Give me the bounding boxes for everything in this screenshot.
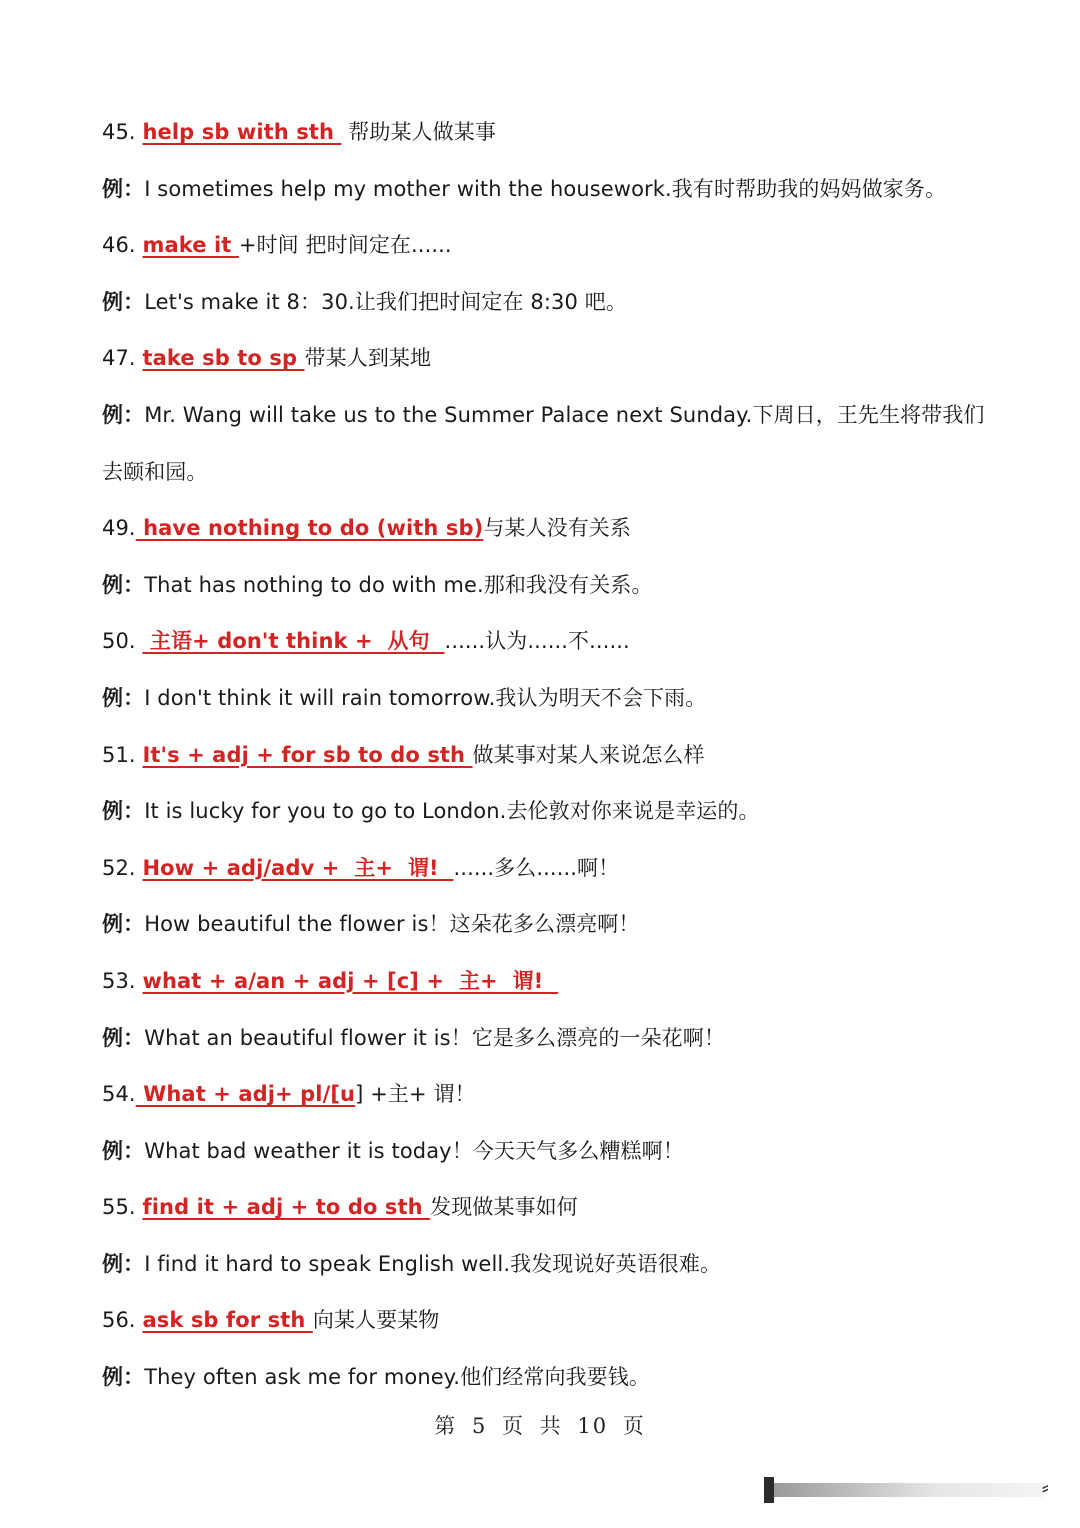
entry-phrase: ask sb for sth	[142, 1308, 313, 1333]
entry-phrase: make it	[142, 233, 239, 258]
example-label: 例：	[102, 402, 145, 427]
entry-meaning: 帮助某人做某事	[341, 120, 496, 144]
entry-number: 46.	[102, 233, 136, 258]
entry-heading	[102, 506, 992, 563]
entry-heading	[102, 110, 992, 167]
entry-example-continued	[102, 450, 992, 507]
example-text: I don't think it will rain tomorrow.我认为明天不会下雨。	[144, 685, 707, 710]
entry-phrase: What + adj+ pl/[u	[135, 1082, 356, 1107]
entry-example	[102, 902, 992, 959]
entry-example	[102, 1242, 992, 1299]
example-text: What an beautiful flower it is！它是多么漂亮的一朵花啊！	[144, 1025, 725, 1050]
entry-heading	[102, 1072, 992, 1129]
entry-meaning: ......多么......啊！	[453, 855, 620, 880]
entry-meaning: ] +主+ 谓！	[355, 1082, 476, 1107]
entry-phrase: How + adj/adv + 主+ 谓!	[142, 855, 454, 880]
entry-meaning: 做某事对某人来说怎么样	[472, 742, 705, 767]
entry-number: 47.	[102, 346, 136, 371]
entry-heading	[102, 959, 992, 1016]
entry-heading	[102, 733, 992, 790]
example-text: I find it hard to speak English well.我发现说好英语很难。	[144, 1251, 722, 1276]
entry-phrase: what + a/an + adj + [c] + 主+ 谓!	[142, 968, 559, 993]
entry-number: 52.	[102, 855, 136, 880]
example-text: That has nothing to do with me.那和我没有关系。	[144, 572, 653, 597]
content-column	[102, 110, 992, 1412]
entry-example	[102, 676, 992, 733]
entry-meaning: 发现做某事如何	[430, 1195, 578, 1220]
entry-heading	[102, 1298, 992, 1355]
example-label: 例：	[102, 1138, 145, 1163]
example-label: 例：	[102, 685, 145, 710]
entry-phrase: It's + adj + for sb to do sth	[142, 742, 473, 767]
bottom-scroll-strip	[760, 1475, 1050, 1505]
example-label: 例：	[102, 289, 145, 314]
entry-number: 49.	[102, 516, 136, 541]
entry-meaning: +时间 把时间定在......	[238, 233, 452, 258]
entry-phrase: find it + adj + to do sth	[142, 1195, 431, 1220]
example-text: What bad weather it is today！今天天气多么糟糕啊！	[144, 1138, 684, 1163]
example-text: I sometimes help my mother with the housework.我有时帮助我的妈妈做家务。	[144, 176, 947, 201]
entry-number: 50.	[102, 629, 136, 654]
page-number-footer: 第 5 页 共 10 页	[434, 1414, 646, 1438]
entry-example	[102, 1016, 992, 1073]
entry-number: 54.	[102, 1082, 136, 1107]
entry-meaning: 向某人要某物	[312, 1308, 440, 1333]
entry-meaning: 带某人到某地	[304, 346, 432, 371]
entry-heading	[102, 619, 992, 676]
example-text: Mr. Wang will take us to the Summer Palace next Sunday.下周日，王先生将带我们	[144, 402, 985, 427]
entry-example	[102, 1129, 992, 1186]
scroll-thumb[interactable]	[764, 1477, 774, 1503]
example-label: 例：	[102, 176, 145, 201]
entry-heading	[102, 223, 992, 280]
entry-example	[102, 789, 992, 846]
example-text: They often ask me for money.他们经常向我要钱。	[144, 1365, 650, 1390]
entry-example	[102, 1355, 992, 1412]
entry-meaning: ......认为......不......	[444, 629, 630, 654]
example-label: 例：	[102, 1025, 145, 1050]
example-text: It is lucky for you to go to London.去伦敦对你来说是幸运的。	[144, 799, 760, 824]
entry-example	[102, 280, 992, 337]
entry-example	[102, 393, 992, 450]
example-text: Let's make it 8：30.让我们把时间定在 8:30 吧。	[144, 289, 627, 314]
example-label: 例：	[102, 799, 145, 824]
entry-heading	[102, 336, 992, 393]
example-label: 例：	[102, 1251, 145, 1276]
entry-heading	[102, 1185, 992, 1242]
example-label: 例：	[102, 1365, 145, 1390]
entry-number: 51.	[102, 742, 136, 767]
entry-number: 56.	[102, 1308, 136, 1333]
entry-number: 55.	[102, 1195, 136, 1220]
entry-number: 45.	[102, 120, 136, 144]
entry-number: 53.	[102, 968, 136, 993]
entry-phrase: have nothing to do (with sb)	[135, 516, 484, 541]
entry-phrase: help sb with sth	[142, 120, 342, 144]
entry-example	[102, 167, 992, 224]
scroll-track	[774, 1483, 1044, 1497]
example-text: How beautiful the flower is！这朵花多么漂亮啊！	[144, 912, 640, 937]
entry-meaning: 与某人没有关系	[483, 516, 632, 541]
entry-phrase: 主语+ don't think + 从句	[142, 629, 445, 654]
example-text-continued: 去颐和园。	[102, 459, 208, 484]
entry-example	[102, 563, 992, 620]
entry-phrase: take sb to sp	[142, 346, 305, 371]
example-label: 例：	[102, 572, 145, 597]
example-label: 例：	[102, 912, 145, 937]
corner-glyph-icon: ⸗	[1042, 1475, 1049, 1499]
entry-heading	[102, 846, 992, 903]
